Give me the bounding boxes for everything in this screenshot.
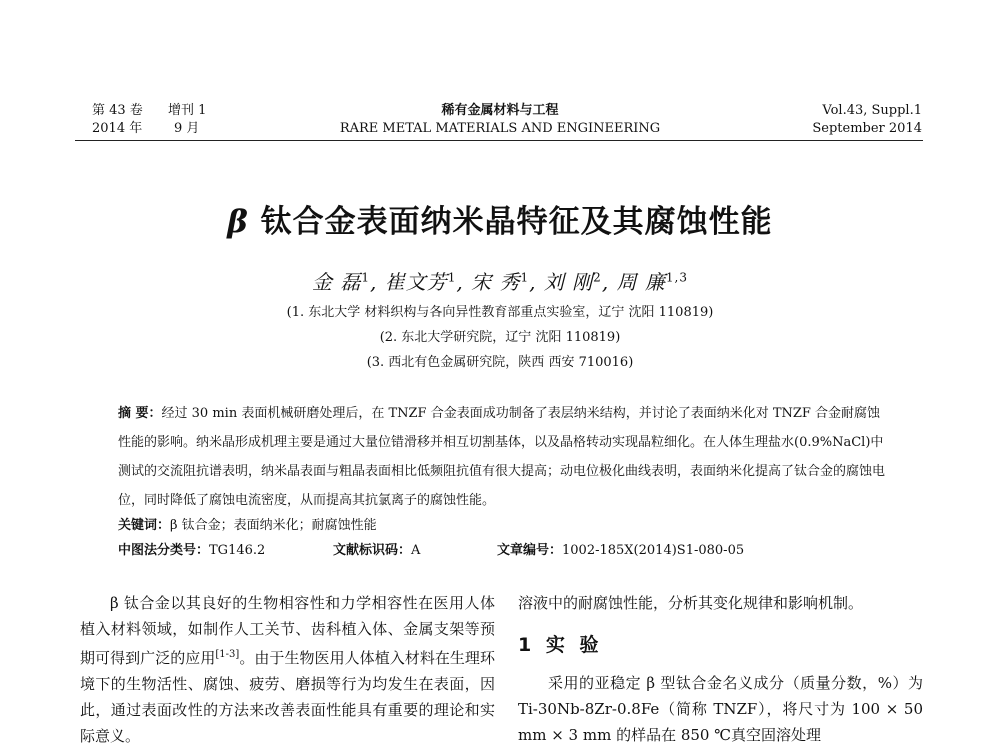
affiliation-1: (1. 东北大学 材料织构与各向异性教育部重点实验室，辽宁 沈阳 110819) <box>286 305 714 320</box>
abstract-text: 经过 30 min 表面机械研磨处理后，在 TNZF 合金表面成功制备了表层纳米结构，并讨论了表面纳米化对 TNZF 合金耐腐蚀性能的影响。纳米晶形成机理主要是通过大量位错滑移并相互切割基体，以及晶格转动实现晶粒细化。在人体生理盐水(0.9%NaCl)中测试的交流阻抗谱表明，纳米晶表面与粗晶表面相比低频阻抗值有很大提高；动电位极化曲线表明，表面纳米化提高了钛合金的腐蚀电位，同时降低了腐蚀电流密度，从而提高其抗氯离子的腐蚀性能。 <box>118 406 886 508</box>
affiliation-2: (2. 东北大学研究院，辽宁 沈阳 110819) <box>379 330 621 345</box>
affiliation-3: (3. 西北有色金属研究院，陕西 西安 710016) <box>366 355 634 370</box>
keywords-label: 关键词： <box>118 518 171 533</box>
author: 崔文芳 <box>384 270 448 294</box>
citation-ref: [1-3] <box>215 649 240 660</box>
author-sup: 1 <box>447 270 457 285</box>
title-beta: β <box>227 204 249 240</box>
clc-value: TG146.2 <box>209 543 266 558</box>
author-list: 金 磊$^1$, 崔文芳$^1$, 宋 秀$^1$, 刘 刚$^2$, 周 廉$^{1,3}$ <box>312 270 688 294</box>
paper-title <box>0 196 1000 241</box>
title-text: 钛合金表面纳米晶特征及其腐蚀性能 <box>248 204 773 240</box>
date-en: September 2014 <box>812 121 922 136</box>
article-no-row <box>497 539 744 558</box>
body-left-paragraph <box>80 590 495 749</box>
volume-en: Vol.43, Suppl.1 <box>822 103 922 118</box>
body-left-text-1: β 钛合金以其良好的生物相容性和力学相容性在医用人体植入材料领域，如制作人工关节、齿科植入体、金属支架等预期可得到广泛的应用 <box>80 594 495 667</box>
article-no-label: 文章编号： <box>497 543 563 558</box>
author: 周 廉 <box>616 270 666 294</box>
year-label: 2014 年 <box>92 121 143 136</box>
abstract-label: 摘 要： <box>118 406 162 421</box>
clc-row <box>118 539 265 558</box>
journal-title-en: RARE METAL MATERIALS AND ENGINEERING <box>339 121 661 136</box>
keywords <box>118 511 888 540</box>
author-sup: 1,3 <box>665 270 688 285</box>
body-right-line: 溶液中的耐腐蚀性能，分析其变化规律和影响机制。 <box>518 594 864 612</box>
doc-code-row <box>333 539 420 558</box>
body-right-paragraph: 采用的亚稳定 β 型钛合金名义成分（质量分数，%）为 Ti-30Nb-8Zr-0.8Fe（简称 TNZF），将尺寸为 100 × 50 mm × 3 mm 的样品在 850 ℃真空固溶处理 <box>518 674 923 744</box>
author: 刘 刚 <box>543 270 594 294</box>
doc-code-label: 文献标识码： <box>333 543 412 558</box>
article-no-value: 1002-185X(2014)S1-080-05 <box>562 543 745 558</box>
author-sup: 2 <box>593 270 602 285</box>
header-rule <box>75 140 923 141</box>
clc-label: 中图法分类号： <box>118 543 210 558</box>
author: 金 磊 <box>312 270 362 294</box>
abstract <box>118 399 888 515</box>
doc-code-value: A <box>411 543 421 558</box>
volume-label: 第 43 卷 <box>92 103 143 118</box>
journal-title-cn: 稀有金属材料与工程 <box>441 103 559 118</box>
section-heading: 1 实 验 <box>518 634 603 656</box>
author-sup: 1 <box>361 270 371 285</box>
author: 宋 秀 <box>471 270 521 294</box>
body-left-text-2: 。由于生物医用人体植入材料在生理环境下的生物活性、腐蚀、疲劳、磨损等行为均发生在表面，因此，通过表面改性的方法来改善表面性能具有重要的理论和实际意义。 <box>80 649 495 745</box>
author-sup: 1 <box>520 270 530 285</box>
supplement-label: 增刊 1 <box>168 103 207 118</box>
month-label: 9 月 <box>174 121 200 136</box>
keywords-text: β 钛合金；表面纳米化；耐腐蚀性能 <box>170 518 377 533</box>
